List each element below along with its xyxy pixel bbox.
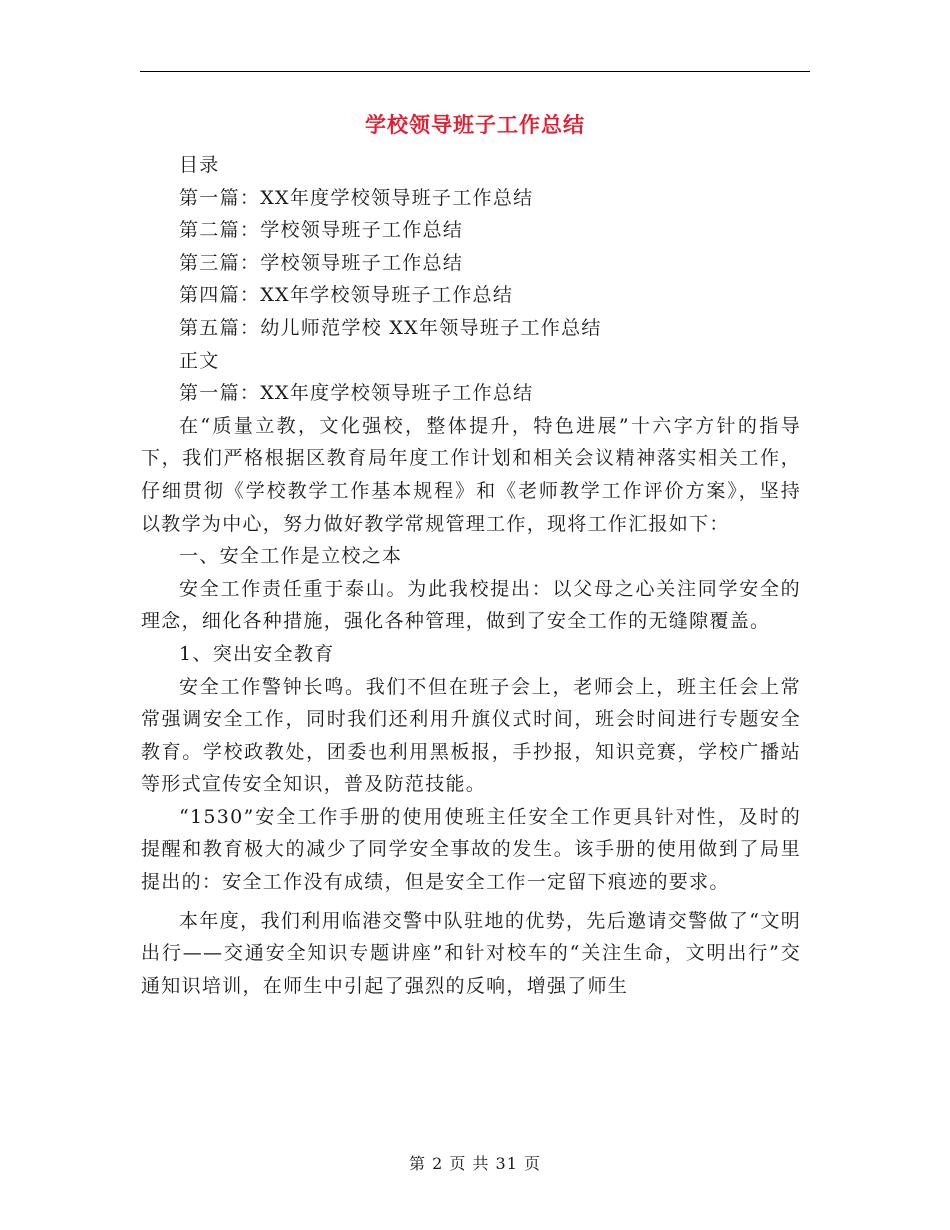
- header-rule: [140, 71, 810, 72]
- toc-item: 第二篇：学校领导班子工作总结: [179, 219, 464, 242]
- main-heading: 正文: [179, 349, 220, 372]
- body-paragraph: 安全工作责任重于泰山。为此我校提出：以父母之心关注同学安全的理念，细化各种措施，强化各种管理，做到了安全工作的无缝隙覆盖。: [141, 577, 801, 633]
- subsection-heading: 1、突出安全教育: [179, 642, 335, 665]
- toc-item: 第三篇：学校领导班子工作总结: [179, 251, 464, 274]
- toc-item: 第五篇：幼儿师范学校 XX年领导班子工作总结: [179, 316, 602, 339]
- page-footer: 第 2 页 共 31 页: [409, 1154, 541, 1173]
- article-title: 第一篇：XX年度学校领导班子工作总结: [179, 382, 534, 405]
- body-paragraph: 本年度，我们利用临港交警中队驻地的优势，先后邀请交警做了“文明出行——交通安全知识专题讲座”和针对校车的“关注生命，文明出行”交通知识培训，在师生中引起了强烈的反响，增强了师生: [141, 909, 801, 997]
- document-title: 学校领导班子工作总结: [365, 112, 585, 137]
- toc-heading: 目录: [179, 154, 220, 176]
- body-paragraph: “1530”安全工作手册的使用使班主任安全工作更具针对性，及时的提醒和教育极大的减少了同学安全事故的发生。该手册的使用做到了局里提出的：安全工作没有成绩，但是安全工作一定留下痕迹的要求。: [141, 805, 801, 894]
- body-paragraph: 在“质量立教，文化强校，整体提升，特色进展”十六字方针的指导下，我们严格根据区教育局年度工作计划和相关会议精神落实相关工作，仔细贯彻《学校教学工作基本规程》和《老师教学工作评价方案》，坚持以教学为中心，努力做好教学常规管理工作，现将工作汇报如下：: [141, 414, 801, 535]
- body-paragraph: 安全工作警钟长鸣。我们不但在班子会上，老师会上，班主任会上常常强调安全工作，同时我们还利用升旗仪式时间，班会时间进行专题安全教育。学校政教处，团委也利用黑板报，手抄报，知识竞赛，学校广播站等形式宣传安全知识，普及防范技能。: [141, 675, 801, 796]
- section-heading: 一、安全工作是立校之本: [179, 545, 403, 568]
- toc-item: 第四篇：XX年学校领导班子工作总结: [179, 284, 514, 307]
- document-body: [141, 149, 801, 1002]
- toc-item: 第一篇：XX年度学校领导班子工作总结: [179, 186, 534, 209]
